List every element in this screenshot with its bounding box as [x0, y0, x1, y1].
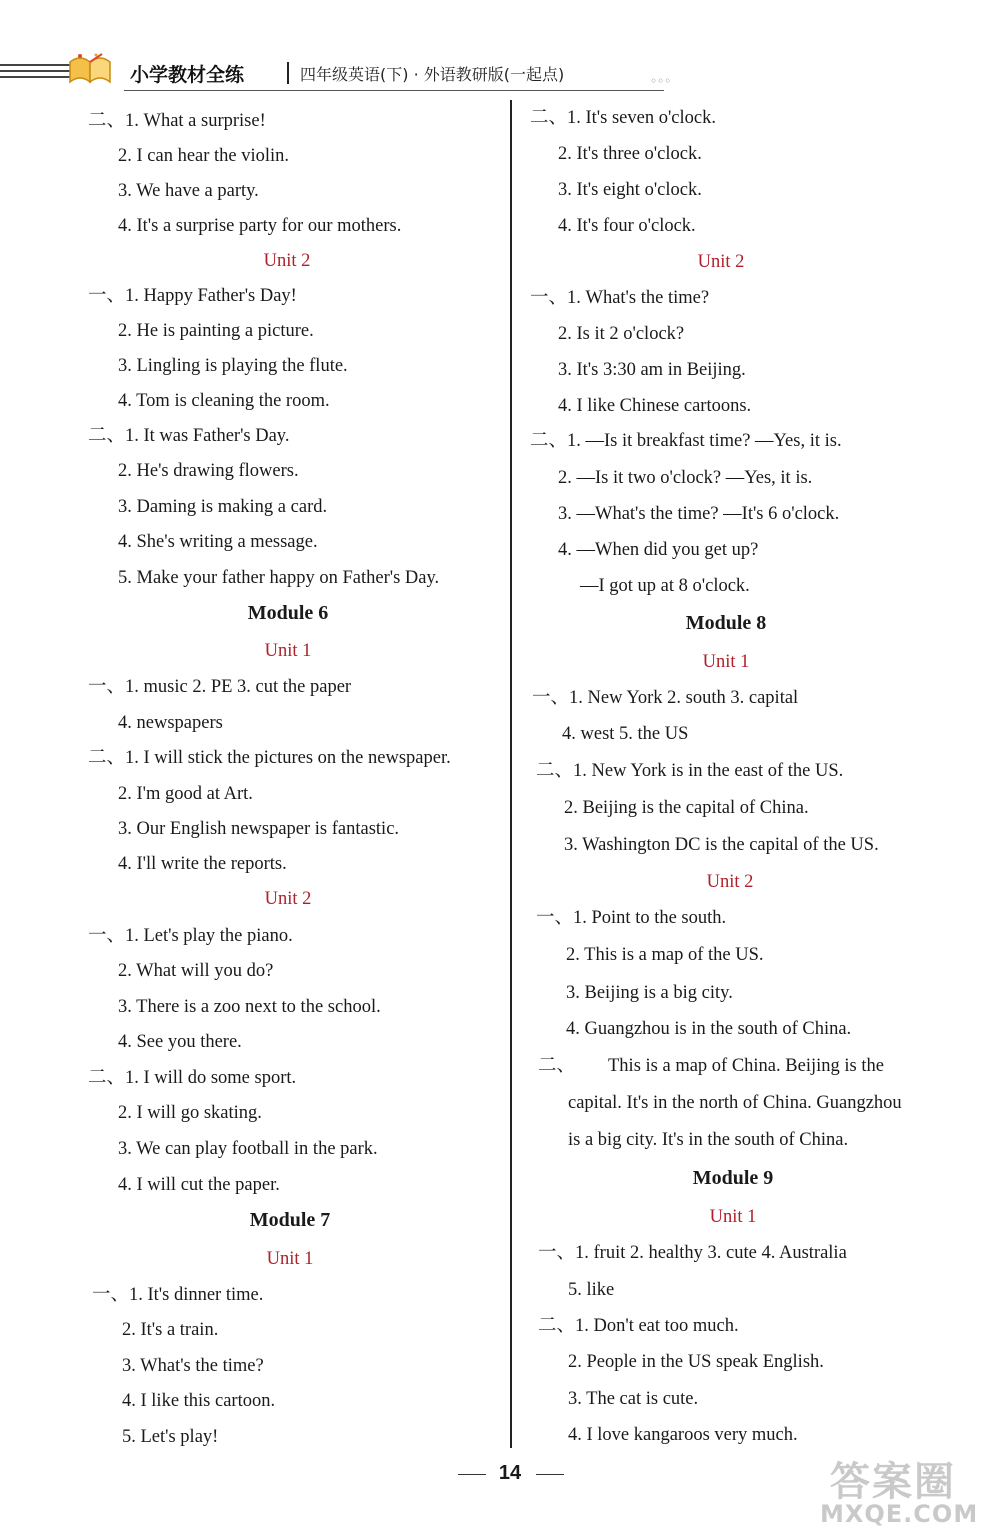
answer-line: 3. We have a party.: [118, 181, 259, 201]
answer-line: 2. This is a map of the US.: [566, 945, 764, 965]
answer-line: 2. He's drawing flowers.: [118, 461, 299, 481]
answer-line: 一、1. music 2. PE 3. cut the paper: [88, 677, 352, 697]
answer-line: 一、1. Happy Father's Day!: [88, 286, 297, 306]
answer-line: 3. There is a zoo next to the school.: [118, 997, 381, 1017]
answer-line: 一、1. fruit 2. healthy 3. cute 4. Australia: [538, 1243, 847, 1263]
answer-line: 5. Let's play!: [122, 1427, 219, 1447]
answer-line: 3. Our English newspaper is fantastic.: [118, 819, 400, 839]
answer-line: 4. newspapers: [118, 713, 223, 733]
unit-heading: Unit 1: [709, 1207, 757, 1227]
answer-line: 4. I like this cartoon.: [122, 1391, 276, 1411]
answer-line: 2. —Is it two o'clock? —Yes, it is.: [558, 468, 813, 488]
series-title: 小学教材全练: [130, 64, 245, 86]
answer-line: 3. We can play football in the park.: [118, 1139, 378, 1159]
answer-line: 2. He is painting a picture.: [118, 321, 314, 341]
watermark-en: MXQE.COM: [820, 1500, 979, 1528]
answer-line: 2. What will you do?: [118, 961, 274, 981]
unit-heading: Unit 1: [264, 641, 312, 661]
answer-line: 一、1. Point to the south.: [536, 908, 727, 928]
module-heading: Module 8: [685, 612, 767, 634]
answer-line: 3. Beijing is a big city.: [566, 983, 733, 1003]
answer-line: 一、1. New York 2. south 3. capital: [532, 688, 799, 708]
module-heading: Module 9: [692, 1167, 774, 1189]
unit-heading: Unit 1: [266, 1249, 314, 1269]
answer-line: 3. Washington DC is the capital of the US.: [564, 835, 879, 855]
watermark: [790, 1450, 990, 1532]
answer-line: 4. It's four o'clock.: [558, 216, 696, 236]
answer-line: 二、: [538, 1056, 576, 1076]
answer-line: 4. I like Chinese cartoons.: [558, 396, 752, 416]
answer-line: 一、1. Let's play the piano.: [88, 926, 293, 946]
answer-line: 3. It's eight o'clock.: [558, 180, 702, 200]
module-heading: Module 7: [249, 1209, 331, 1231]
answer-line: 二、1. I will do some sport.: [88, 1068, 297, 1088]
answer-line: 3. The cat is cute.: [568, 1389, 699, 1409]
answer-line: 4. —When did you get up?: [558, 540, 759, 560]
answer-line: 3. It's 3:30 am in Beijing.: [558, 360, 746, 380]
answer-line: 4. west 5. the US: [562, 724, 689, 744]
answer-line: 4. It's a surprise party for our mothers.: [118, 216, 402, 236]
answer-line: 二、1. It's seven o'clock.: [530, 108, 716, 128]
answer-line: is a big city. It's in the south of China.: [568, 1130, 849, 1150]
answer-line: 2. It's a train.: [122, 1320, 219, 1340]
answer-line: 2. I'm good at Art.: [118, 784, 253, 804]
answer-line: 二、1. What a surprise!: [88, 111, 266, 131]
answer-line: 2. I can hear the violin.: [118, 146, 290, 166]
answer-line: 二、1. It was Father's Day.: [88, 426, 290, 446]
answer-line: 4. She's writing a message.: [118, 532, 318, 552]
answer-line: 4. See you there.: [118, 1032, 242, 1052]
answer-line: 二、1. Don't eat too much.: [538, 1316, 739, 1336]
page-number: 14: [498, 1462, 522, 1484]
answer-line: 一、1. It's dinner time.: [92, 1285, 264, 1305]
unit-heading: Unit 2: [264, 889, 312, 909]
answer-line: —I got up at 8 o'clock.: [580, 576, 750, 596]
answer-line: 5. like: [568, 1280, 615, 1300]
unit-heading: Unit 2: [263, 251, 311, 271]
answer-line: 3. Daming is making a card.: [118, 497, 328, 517]
unit-heading: Unit 2: [697, 252, 745, 272]
answer-line: 3. —What's the time? —It's 6 o'clock.: [558, 504, 840, 524]
answer-line: 一、1. What's the time?: [530, 288, 710, 308]
answer-line: 2. Is it 2 o'clock?: [558, 324, 685, 344]
module-heading: Module 6: [247, 602, 329, 624]
answer-line: 5. Make your father happy on Father's Day.: [118, 568, 440, 588]
answer-line: 4. I'll write the reports.: [118, 854, 287, 874]
answer-line: This is a map of China. Beijing is the: [608, 1056, 884, 1076]
answer-line: 4. Tom is cleaning the room.: [118, 391, 330, 411]
watermark-cn: 答案圈: [830, 1459, 956, 1505]
book-subtitle: 四年级英语(下) · 外语教研版(一起点): [300, 65, 565, 84]
answer-line: 4. Guangzhou is in the south of China.: [566, 1019, 852, 1039]
answer-line: 2. I will go skating.: [118, 1103, 262, 1123]
unit-heading: Unit 1: [702, 652, 750, 672]
answer-line: 3. Lingling is playing the flute.: [118, 356, 348, 376]
unit-heading: Unit 2: [706, 872, 754, 892]
answer-line: 4. I will cut the paper.: [118, 1175, 280, 1195]
answer-line: 4. I love kangaroos very much.: [568, 1425, 798, 1445]
answer-line: 2. It's three o'clock.: [558, 144, 702, 164]
answer-line: 2. People in the US speak English.: [568, 1352, 824, 1372]
answer-line: 二、1. —Is it breakfast time? —Yes, it is.: [530, 431, 842, 451]
page-number-dash: [536, 1474, 564, 1475]
answer-line: 二、1. New York is in the east of the US.: [536, 761, 844, 781]
answer-line: 二、1. I will stick the pictures on the newspaper.: [88, 748, 451, 768]
answer-line: 2. Beijing is the capital of China.: [564, 798, 809, 818]
header-decoration-icon: ◦◦◦: [650, 74, 672, 88]
answer-line: capital. It's in the north of China. Guangzhou: [568, 1093, 902, 1113]
answer-line: 3. What's the time?: [122, 1356, 264, 1376]
